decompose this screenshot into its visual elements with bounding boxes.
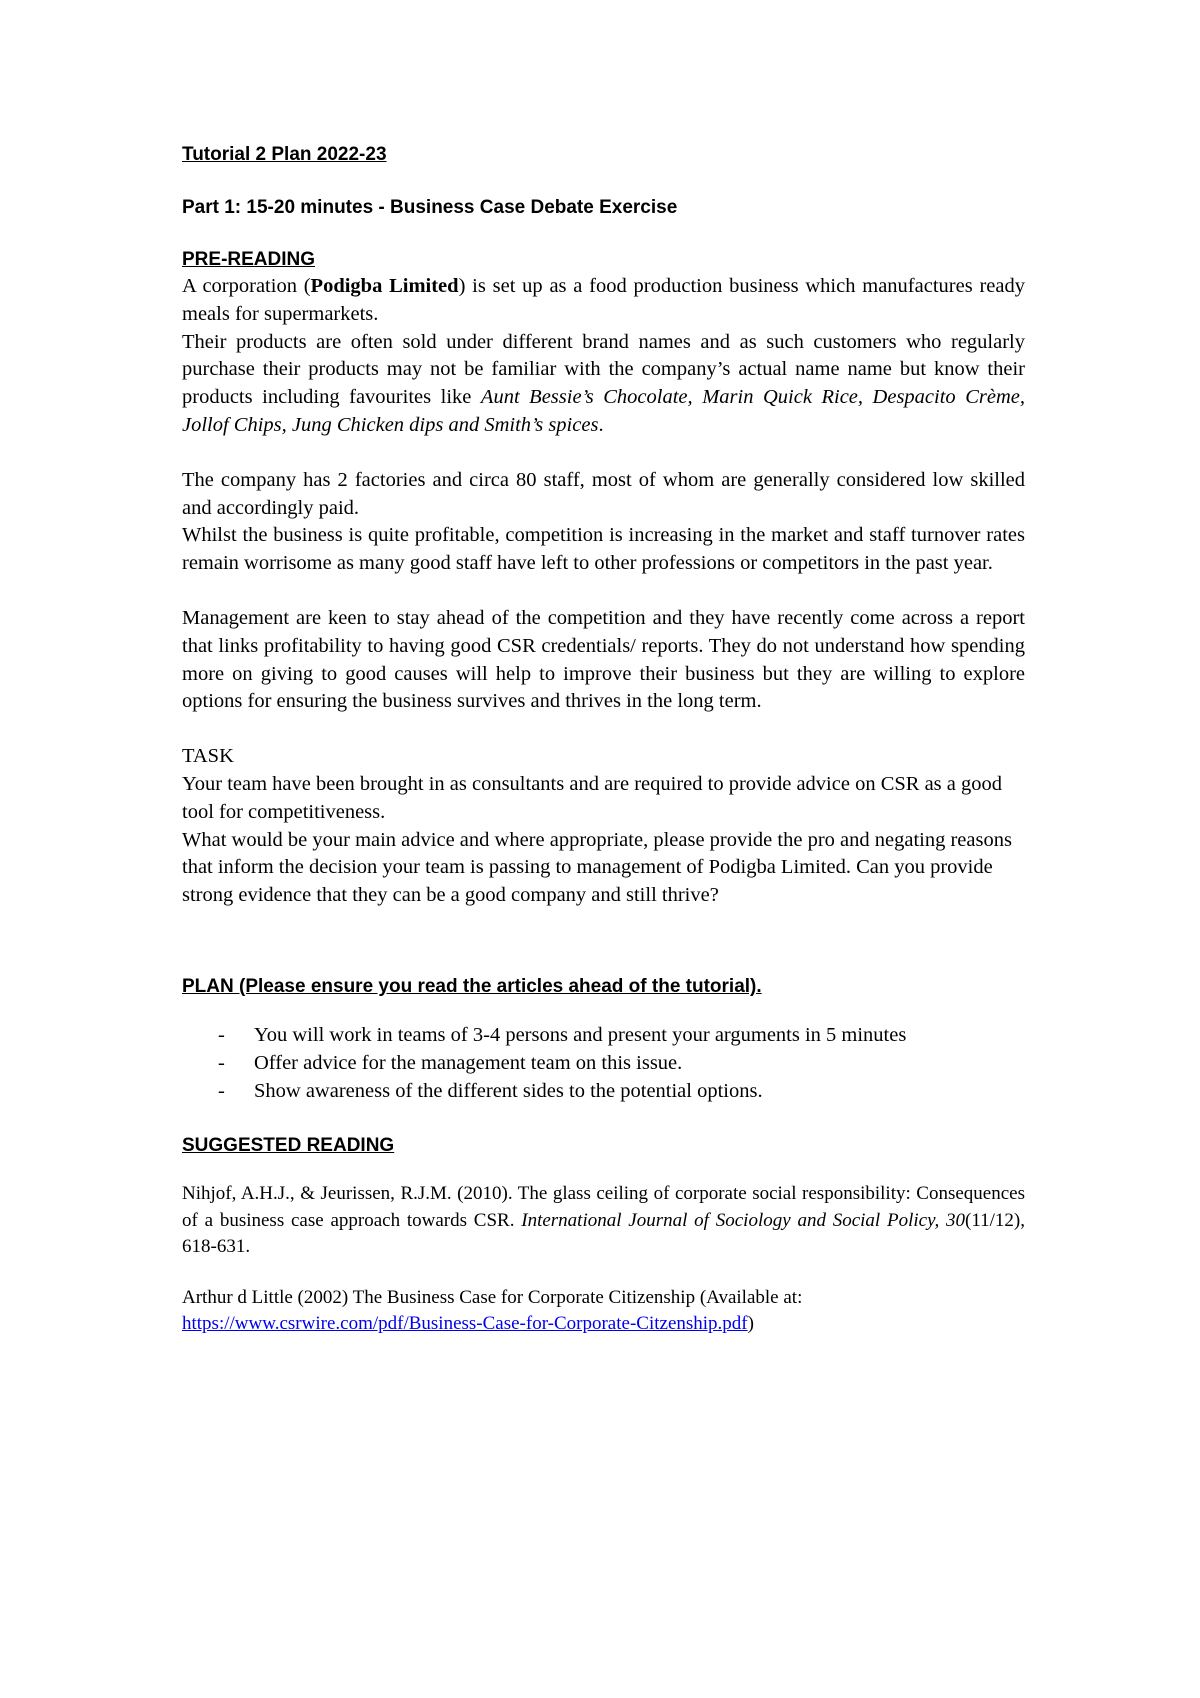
plan-list bbox=[182, 1022, 1025, 1105]
list-item bbox=[182, 1078, 1025, 1106]
task-paragraph-1: Your team have been brought in as consultants and are required to provide advice on CSR as a good tool for competitiveness. bbox=[182, 772, 1002, 823]
prereading-paragraph-3: The company has 2 factories and circa 80 staff, most of whom are generally considered low skilled and accordingly paid. bbox=[182, 468, 1025, 519]
list-bullet: - bbox=[218, 1051, 225, 1074]
p1-text-end: ) is set up as a food production business which manufactures ready meals for supermarkets. bbox=[182, 275, 1025, 325]
prereading-paragraph-5: Management are keen to stay ahead of the competition and they have recently come across a report that links profitability to having good CSR credentials/ reports. They do not understand how spending more on giving to good causes will help to improve their business but they are willing to explore options for ensuring the business survives and thrives in the long term. bbox=[182, 606, 1025, 713]
suggested-reading-heading: SUGGESTED READING bbox=[182, 1135, 395, 1157]
part1-heading: Part 1: 15-20 minutes - Business Case Debate Exercise bbox=[182, 197, 678, 218]
document-title: Tutorial 2 Plan 2022-23 bbox=[182, 144, 387, 165]
document-page bbox=[182, 144, 1025, 1338]
p2-text: Their products are often sold under different brand names and as such customers who regularly purchase their products may not be familiar with the company’s actual name name but know their products including favourites like bbox=[182, 330, 1025, 409]
reference-1-text: Nihjof, A.H.J., & Jeurissen, R.J.M. (2010). The glass ceiling of corporate social responsibility: Consequences of a business case approach towards CSR. bbox=[182, 1183, 1025, 1231]
reference-2-text: Arthur d Little (2002) The Business Case for Corporate Citizenship (Available at: bbox=[182, 1286, 803, 1308]
list-item-text: You will work in teams of 3-4 persons and present your arguments in 5 minutes bbox=[254, 1023, 907, 1046]
reference-1-end: (11/12), 618-631. bbox=[182, 1209, 1025, 1258]
list-item bbox=[182, 1050, 1025, 1078]
prereading-heading: PRE-READING bbox=[182, 249, 316, 270]
reference-1-journal: International Journal of Sociology and Social Policy, 30 bbox=[521, 1209, 966, 1231]
list-bullet: - bbox=[218, 1079, 225, 1102]
list-item-text: Offer advice for the management team on this issue. bbox=[254, 1051, 683, 1074]
product-list: Aunt Bessie’s Chocolate, Marin Quick Rice, Despacito Crème, Jollof Chips, Jung Chicken dips and Smith’s spices bbox=[182, 386, 1025, 436]
prereading-paragraph-1 bbox=[182, 273, 1025, 329]
task-label: TASK bbox=[182, 745, 234, 768]
reference-1 bbox=[182, 1181, 1025, 1261]
plan-heading: PLAN (Please ensure you read the articles ahead of the tutorial). bbox=[182, 975, 762, 997]
reference-2-end: ) bbox=[747, 1313, 754, 1335]
p1-text-start: A corporation ( bbox=[182, 275, 311, 297]
company-name: Podigba Limited bbox=[310, 275, 459, 297]
list-item bbox=[182, 1022, 1025, 1050]
prereading-paragraph-4: Whilst the business is quite profitable, competition is increasing in the market and staff turnover rates remain worrisome as many good staff have left to other professions or competitors in the past year. bbox=[182, 524, 1025, 575]
p2-end: . bbox=[598, 413, 604, 436]
task-paragraph-2: What would be your main advice and where appropriate, please provide the pro and negating reasons that inform the decision your team is passing to management of Podigba Limited. Can you provide strong evidence that they can be a good company and still thrive? bbox=[182, 828, 1012, 907]
reference-2-link[interactable]: https://www.csrwire.com/pdf/Business-Case-for-Corporate-Citzenship.pdf bbox=[182, 1313, 748, 1335]
list-bullet: - bbox=[218, 1023, 225, 1046]
reference-2 bbox=[182, 1285, 1025, 1338]
prereading-paragraph-2 bbox=[182, 329, 1025, 440]
list-item-text: Show awareness of the different sides to the potential options. bbox=[254, 1079, 763, 1102]
